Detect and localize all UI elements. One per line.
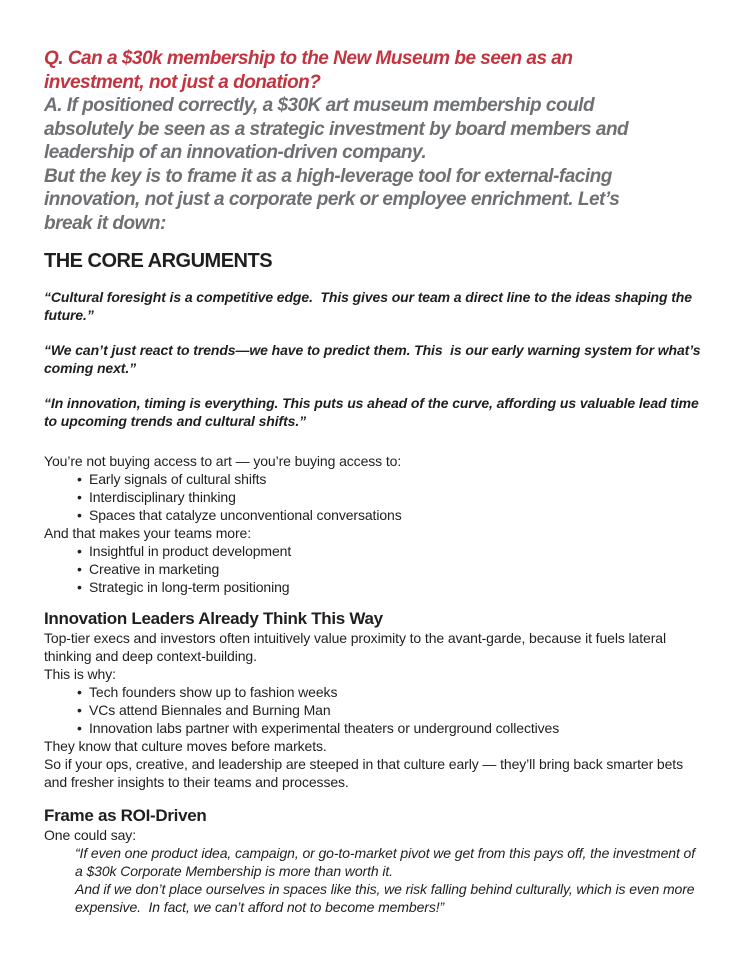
- list-item-text: Spaces that catalyze unconventional conversations: [89, 507, 402, 523]
- list-item: [44, 542, 704, 560]
- bullet-icon: •: [77, 561, 82, 577]
- list-item: [44, 578, 704, 596]
- question-text: Q. Can a $30k membership to the New Museum be seen as an investment, not just a donation?: [44, 48, 578, 93]
- innovation-leaders-section: [44, 609, 704, 791]
- core-quotes-section: [44, 288, 704, 430]
- list-item: [44, 701, 704, 719]
- teams-list-intro: And that makes your teams more:: [44, 525, 251, 541]
- access-and-teams-lists: [44, 452, 704, 596]
- list-item-text: Insightful in product development: [89, 543, 292, 559]
- quote-timing: “In innovation, timing is everything. This puts us ahead of the curve, affording us valuable lead time to upcoming trends and cultural shifts.”: [44, 395, 703, 429]
- bullet-icon: •: [77, 579, 82, 595]
- list-item: [44, 506, 704, 524]
- innovation-body-3: They know that culture moves before markets.: [44, 738, 327, 754]
- roi-quote-text-2: And if we don’t place ourselves in spaces like this, we risk falling behind culturally, which is even more expensive. In fact, we can’t afford not to become members!”: [75, 881, 699, 915]
- list-item-text: Innovation labs partner with experimental theaters or underground collectives: [89, 720, 560, 736]
- list-item: [44, 560, 704, 578]
- bullet-icon: •: [77, 702, 82, 718]
- innovation-body-1: Top-tier execs and investors often intuitively value proximity to the avant-garde, because it fuels lateral thinking and deep context-building.: [44, 630, 670, 664]
- bullet-icon: •: [77, 684, 82, 700]
- list-item-text: Interdisciplinary thinking: [89, 489, 236, 505]
- bullet-icon: •: [77, 543, 82, 559]
- list-item: [44, 488, 704, 506]
- innovation-body-4: So if your ops, creative, and leadership are steeped in that culture early — they’ll bring back smarter bets and fresher insights to their teams and processes.: [44, 756, 687, 790]
- bullet-icon: •: [77, 720, 82, 736]
- roi-quote-text-1: “If even one product idea, campaign, or go-to-market pivot we get from this pays off, the investment of a $30k Corporate Membership is more than worth it.: [75, 845, 699, 879]
- bullet-icon: •: [77, 471, 82, 487]
- list-item: [44, 683, 704, 701]
- bullet-icon: •: [77, 507, 82, 523]
- list-item: [44, 470, 704, 488]
- list-item-text: Tech founders show up to fashion weeks: [89, 684, 338, 700]
- core-arguments-heading: THE CORE ARGUMENTS: [44, 250, 273, 272]
- roi-intro: One could say:: [44, 827, 136, 843]
- access-list-intro: You’re not buying access to art — you’re buying access to:: [44, 453, 402, 469]
- innovation-leaders-heading: Innovation Leaders Already Think This Way: [44, 609, 383, 628]
- list-item-text: Strategic in long-term positioning: [89, 579, 290, 595]
- answer-followup-text: But the key is to frame it as a high-leverage tool for external-facing innovation, not just a corporate perk or employee enrichment. Let’s break it down:: [44, 165, 625, 234]
- quote-cultural-foresight: “Cultural foresight is a competitive edge. This gives our team a direct line to the ideas shaping the future.”: [44, 289, 696, 323]
- quote-early-warning: “We can’t just react to trends—we have to predict them. This is our early warning system for what’s coming next.”: [44, 342, 705, 376]
- qa-intro-section: [44, 47, 669, 235]
- roi-quote-block: [44, 844, 704, 916]
- list-item: [44, 719, 704, 737]
- list-item-text: Early signals of cultural shifts: [89, 471, 267, 487]
- roi-heading: Frame as ROI-Driven: [44, 806, 207, 825]
- bullet-icon: •: [77, 489, 82, 505]
- list-item-text: Creative in marketing: [89, 561, 220, 577]
- roi-section: [44, 806, 704, 916]
- innovation-body-2: This is why:: [44, 666, 116, 682]
- answer-text: A. If positioned correctly, a $30K art museum membership could absolutely be seen as a strategic investment by board members and leadership of an innovation-driven company.: [44, 95, 633, 163]
- list-item-text: VCs attend Biennales and Burning Man: [89, 702, 331, 718]
